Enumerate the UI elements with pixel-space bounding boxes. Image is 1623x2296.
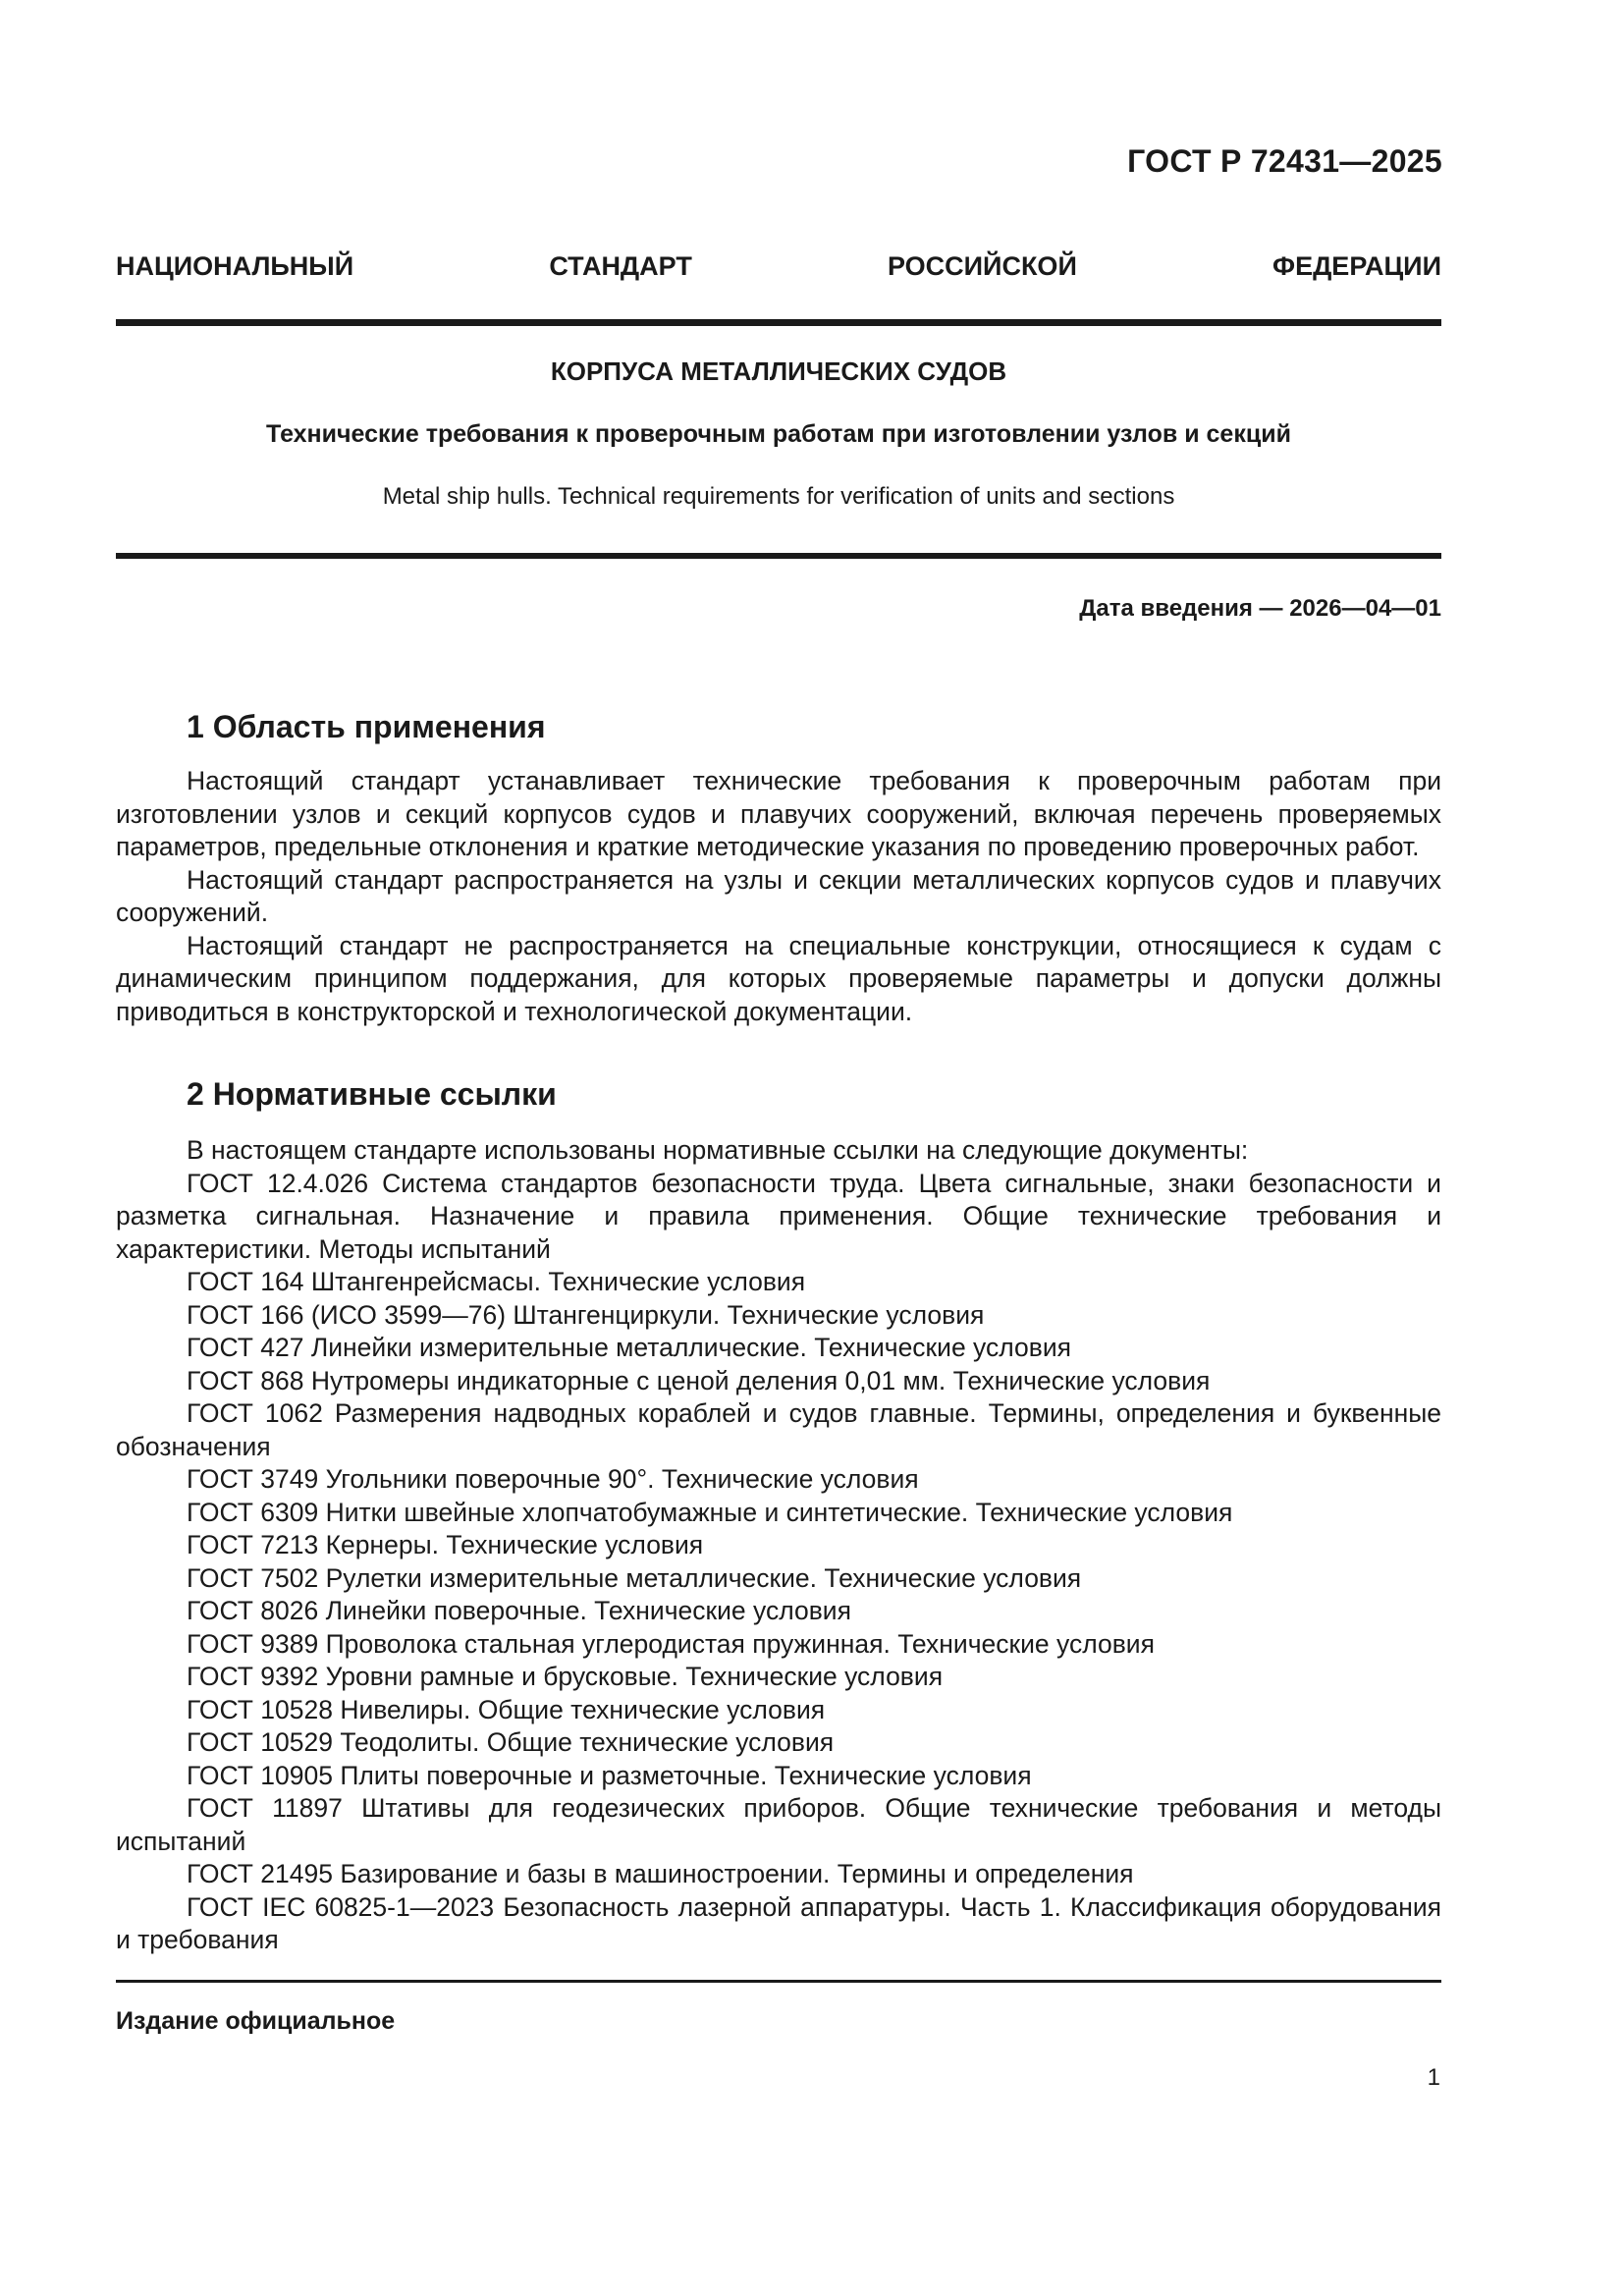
reference-item: ГОСТ 11897 Штативы для геодезических приборов. Общие технические требования и методы испытаний [116,1793,1441,1856]
title-rule [116,553,1441,559]
reference-item: ГОСТ 164 Штангенрейсмасы. Технические условия [187,1267,806,1296]
english-title: Metal ship hulls. Technical requirements for verification of units and sections [382,483,1175,510]
reference-item: ГОСТ 8026 Линейки поверочные. Технические условия [187,1596,851,1625]
edition-label: Издание официальное [116,2007,396,2035]
reference-item: ГОСТ 1062 Размерения надводных кораблей и судов главные. Термины, определения и буквенные обозначения [116,1398,1441,1461]
national-standard-banner: НАЦИОНАЛЬНЫЙ СТАНДАРТ РОССИЙСКОЙ ФЕДЕРАЦИИ [116,251,1441,281]
reference-item: ГОСТ 12.4.026 Система стандартов безопасности труда. Цвета сигнальные, знаки безопасности и разметка сигнальная. Назначение и правила применения. Общие технические требования и характеристики. Методы испытаний [116,1168,1441,1264]
section-1-body [116,765,1441,1028]
paragraph: Настоящий стандарт устанавливает технические требования к проверочным работам при изготовлении узлов и секций корпусов судов и плавучих сооружений, включая перечень проверяемых параметров, предельные отклонения и краткие методические указания по проведению проверочных работ. [116,766,1441,861]
reference-item: ГОСТ 9392 Уровни рамные и брусковые. Технические условия [187,1662,944,1691]
introduction-date: Дата введения — 2026—04—01 [1079,595,1441,622]
page-number: 1 [1427,2064,1440,2091]
reference-item: ГОСТ 21495 Базирование и базы в машиностроении. Термины и определения [187,1859,1134,1888]
reference-item: ГОСТ 427 Линейки измерительные металлические. Технические условия [187,1333,1071,1362]
section-2-heading: 2 Нормативные ссылки [187,1076,557,1112]
section-2-body [116,1134,1441,1957]
section-1-heading: 1 Область применения [187,709,546,744]
paragraph: Настоящий стандарт не распространяется на специальные конструкции, относящиеся к судам с динамическим принципом поддержания, для которых проверяемые параметры и допуски должны приводиться в конструкторской и технологической документации. [116,930,1441,1026]
reference-item: ГОСТ 868 Нутромеры индикаторные с ценой деления 0,01 мм. Технические условия [187,1365,1211,1395]
reference-item: ГОСТ 10528 Нивелиры. Общие технические условия [187,1694,826,1724]
reference-item: ГОСТ IEC 60825-1—2023 Безопасность лазерной аппаратуры. Часть 1. Классификация оборудования и требования [116,1891,1441,1954]
reference-item: ГОСТ 166 (ИСО 3599—76) Штангенциркули. Технические условия [187,1299,985,1330]
reference-item: ГОСТ 10529 Теодолиты. Общие технические условия [187,1727,835,1757]
document-subtitle: Технические требования к проверочным работам при изготовлении узлов и секций [266,420,1291,448]
document-number: ГОСТ Р 72431—2025 [1127,143,1442,179]
reference-item: ГОСТ 3749 Угольники поверочные 90°. Технические условия [187,1464,919,1494]
footer-rule [116,1980,1441,1983]
references-intro: В настоящем стандарте использованы нормативные ссылки на следующие документы: [187,1135,1249,1165]
reference-item: ГОСТ 7213 Кернеры. Технические условия [187,1530,704,1559]
reference-item: ГОСТ 9389 Проволока стальная углеродистая пружинная. Технические условия [187,1628,1155,1659]
reference-item: ГОСТ 6309 Нитки швейные хлопчатобумажные и синтетические. Технические условия [187,1497,1233,1527]
paragraph: Настоящий стандарт распространяется на узлы и секции металлических корпусов судов и плавучих сооружений. [116,864,1441,927]
reference-item: ГОСТ 7502 Рулетки измерительные металлические. Технические условия [187,1562,1082,1593]
header-rule [116,319,1441,326]
document-title: КОРПУСА МЕТАЛЛИЧЕСКИХ СУДОВ [550,356,1007,386]
reference-item: ГОСТ 10905 Плиты поверочные и разметочные. Технические условия [187,1760,1032,1790]
